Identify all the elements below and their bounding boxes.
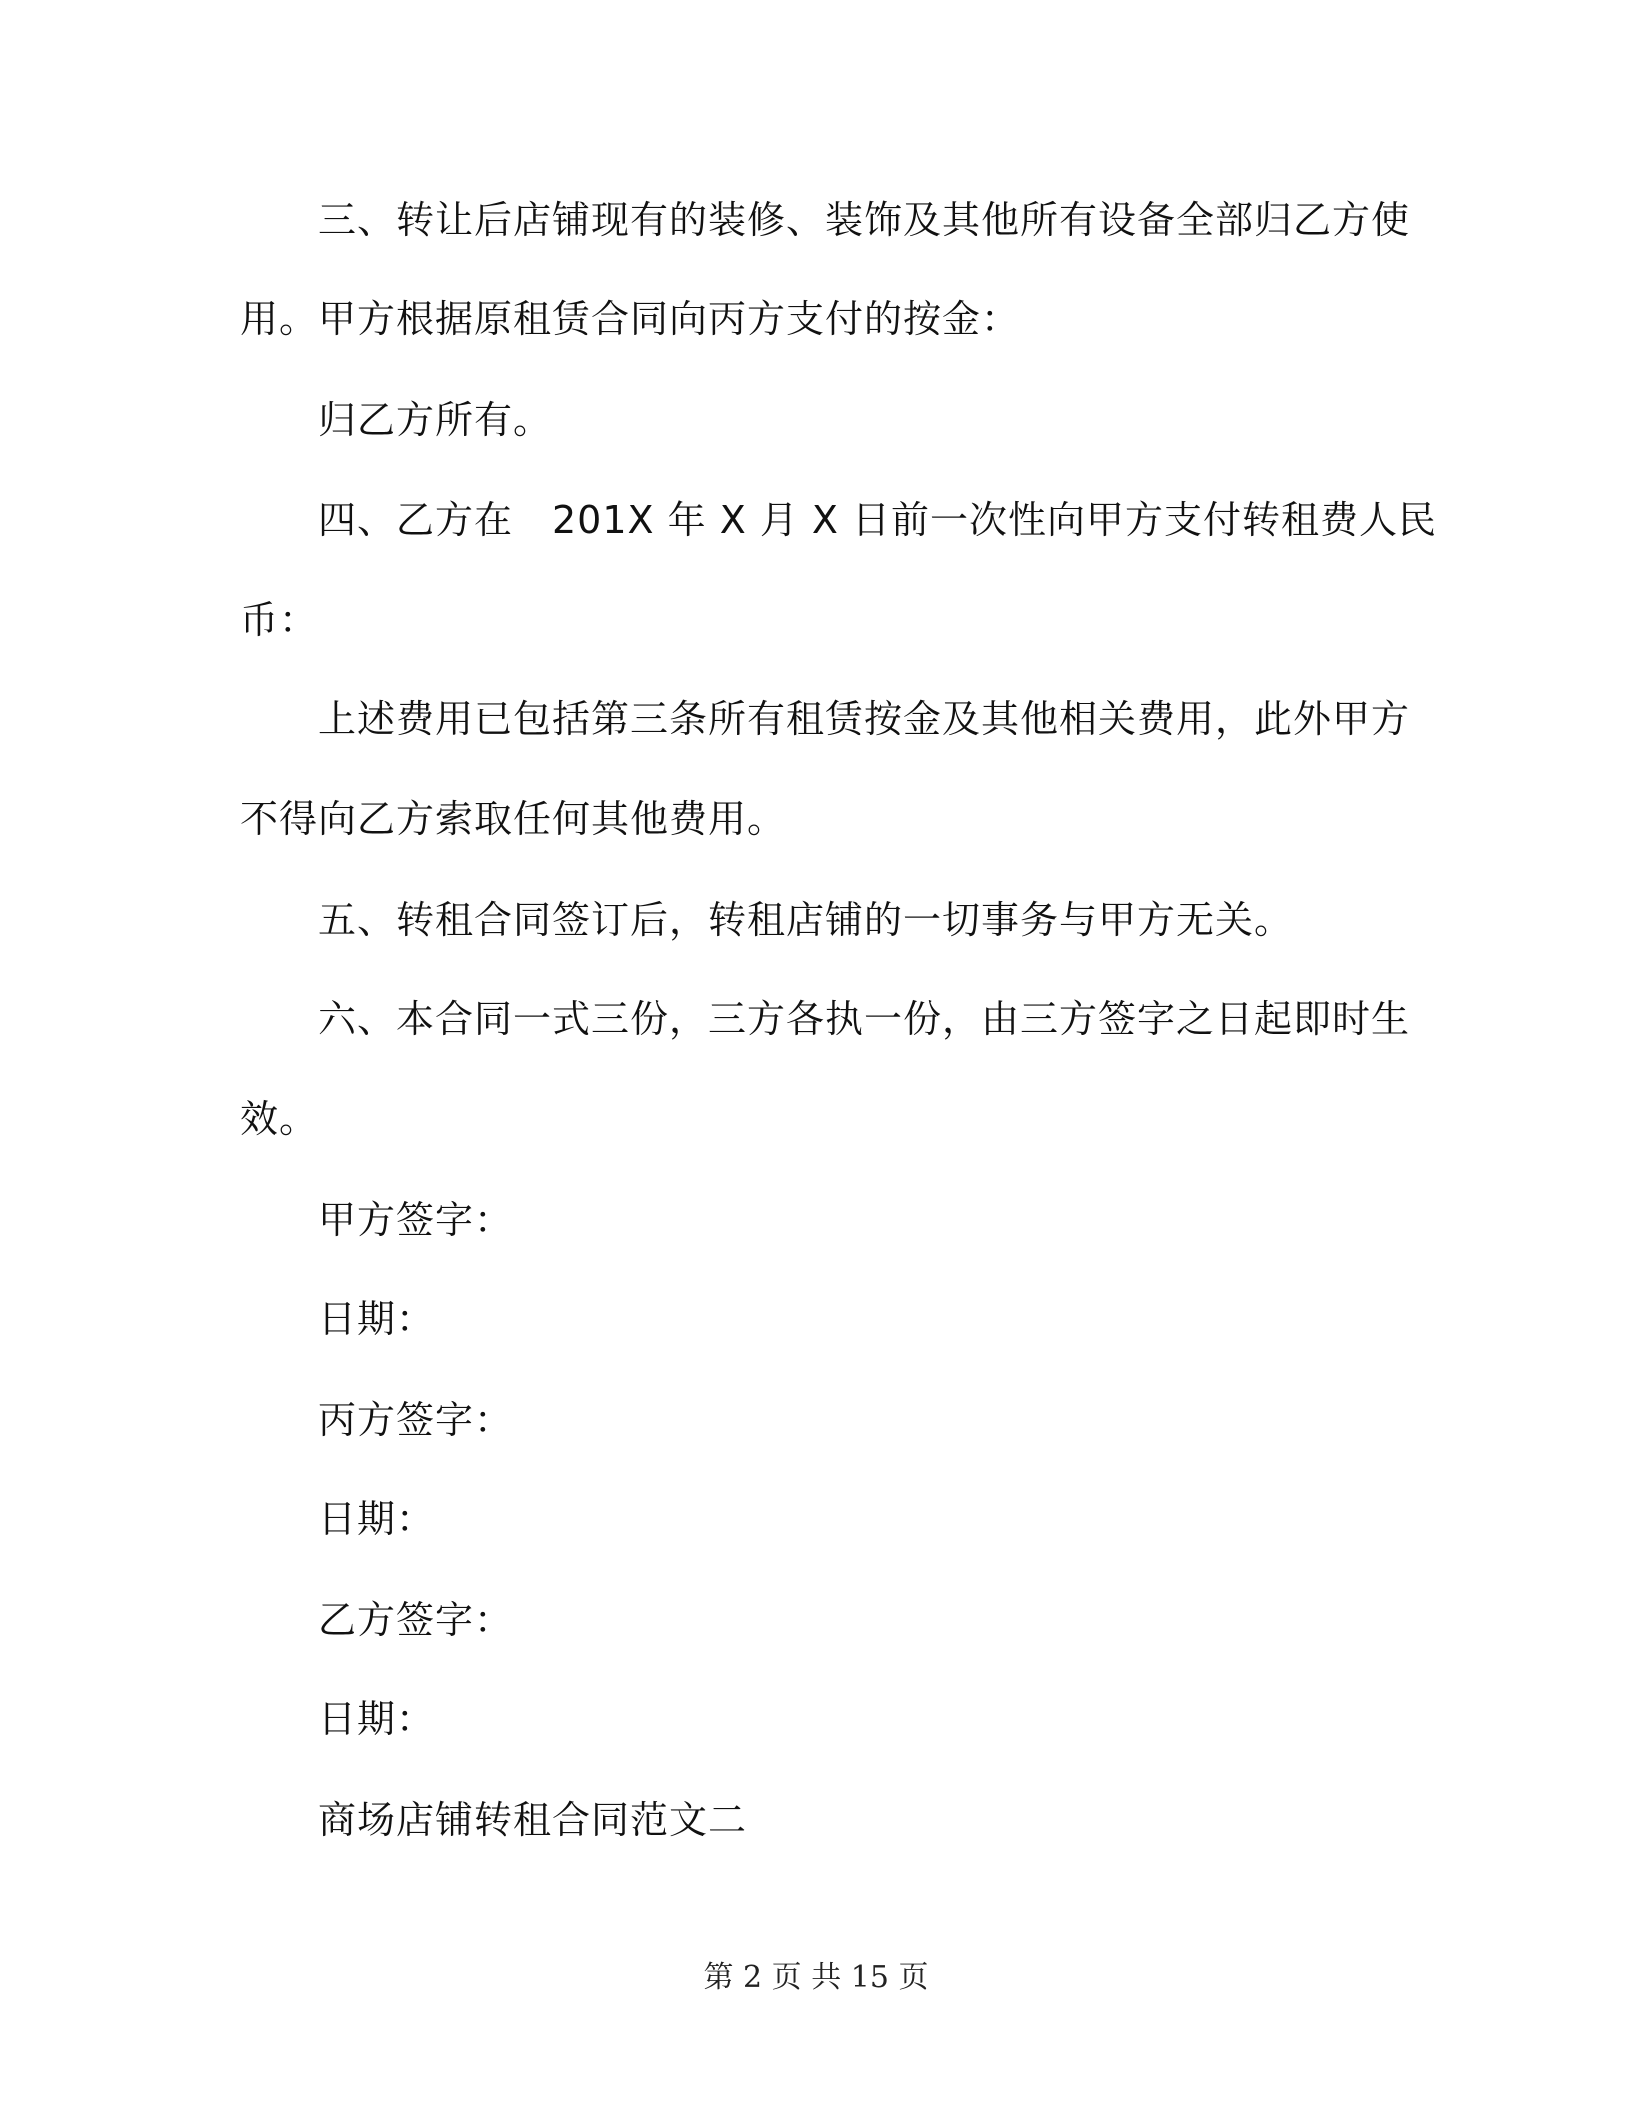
clause-3-line-3: 归乙方所有。 — [318, 398, 553, 442]
party-a-date-label: 日期： — [318, 1297, 436, 1341]
clause-4-line-4: 不得向乙方索取任何其他费用。 — [240, 797, 787, 841]
next-section-title: 商场店铺转租合同范文二 — [318, 1798, 748, 1842]
page-number-footer: 第 2 页 共 15 页 — [703, 1960, 929, 1995]
party-c-date-label: 日期： — [318, 1497, 436, 1541]
clause-4-line-1: 四、乙方在 201X 年 X 月 X 日前一次性向甲方支付转租费人民 — [318, 498, 1438, 542]
party-a-signature-label: 甲方签字： — [318, 1198, 514, 1242]
clause-4-line-2: 币： — [240, 598, 319, 642]
clause-3-line-1: 三、转让后店铺现有的装修、装饰及其他所有设备全部归乙方使 — [318, 198, 1411, 242]
clause-6-line-1: 六、本合同一式三份，三方各执一份，由三方签字之日起即时生 — [318, 997, 1411, 1041]
party-b-signature-label: 乙方签字： — [318, 1598, 514, 1642]
party-b-date-label: 日期： — [318, 1697, 436, 1741]
clause-5-line-1: 五、转租合同签订后，转租店铺的一切事务与甲方无关。 — [318, 898, 1294, 942]
clause-6-line-2: 效。 — [240, 1097, 319, 1141]
party-c-signature-label: 丙方签字： — [318, 1398, 514, 1442]
clause-4-line-3: 上述费用已包括第三条所有租赁按金及其他相关费用，此外甲方 — [318, 697, 1411, 741]
clause-3-line-2: 用。甲方根据原租赁合同向丙方支付的按金： — [240, 297, 1021, 341]
